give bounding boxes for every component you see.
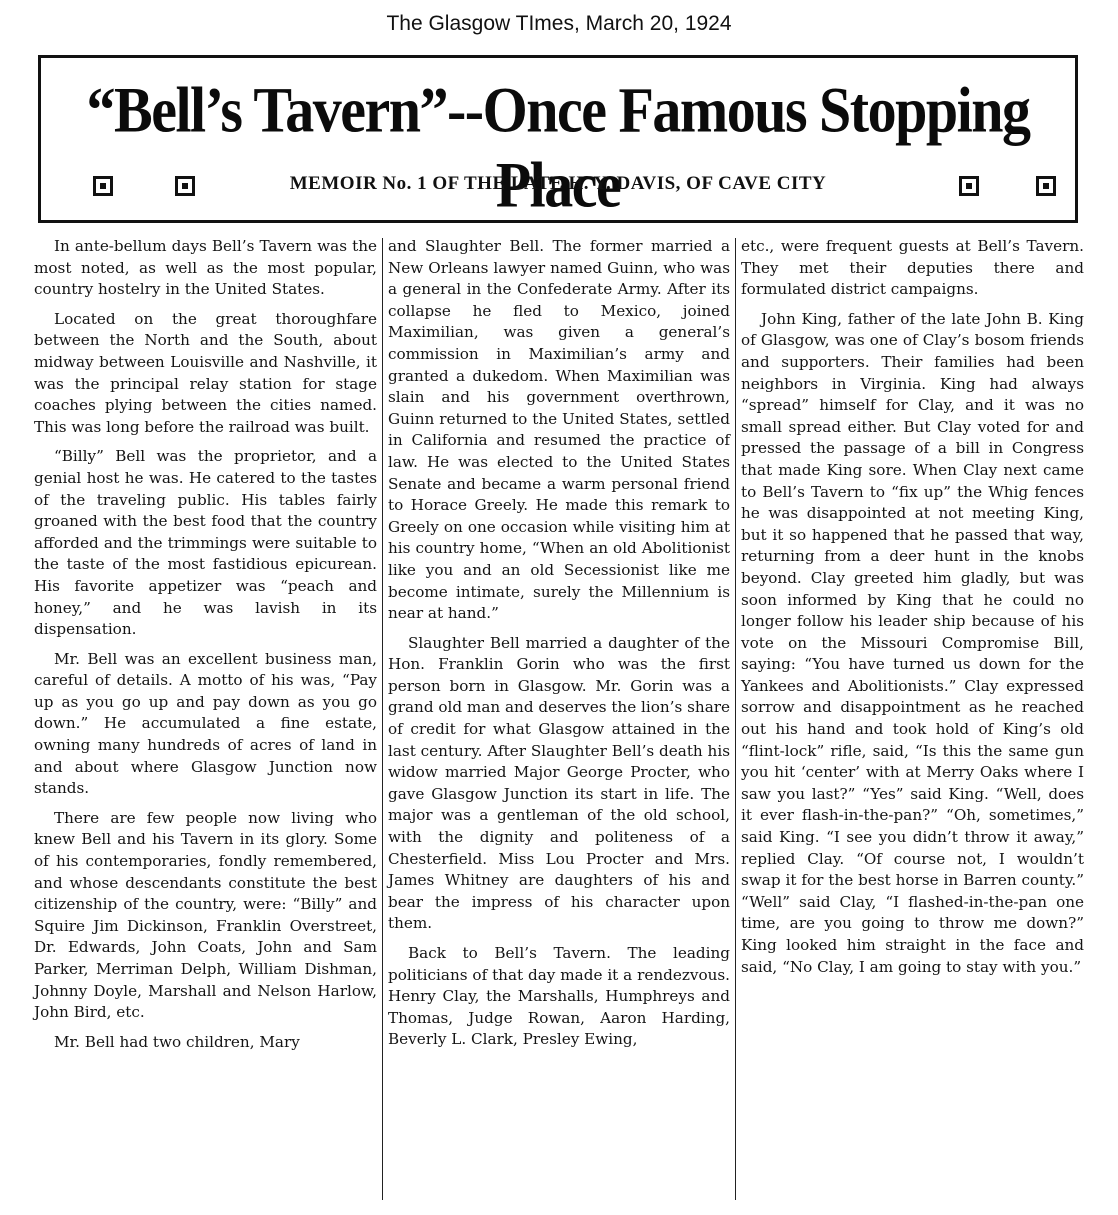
paragraph: and Slaughter Bell. The former married a New Orleans lawyer named Guinn, who was a general in the Confederate Army. After its collapse he fled to Mexico, joined Maximilian, was given a general’s commission in Maximilian’s army and granted a dukedom. When Maximilian was slain and his government overthrown, Guinn returned to the United States, settled in California and resumed the practice of law. He was elected to the United States Senate and became a warm personal friend to Horace Greely. He made this remark to Greely on one occasion while visiting him at his country home, “When an old Abolitionist like you and an old Secessionist like me become intimate, surely the Millennium is near at hand.” [388, 237, 730, 623]
square-ornament-icon [1036, 176, 1056, 196]
paragraph: Mr. Bell had two children, Mary [54, 1032, 300, 1051]
column-rule [382, 238, 383, 1200]
paragraph: Slaughter Bell married a daughter of the Hon. Franklin Gorin who was the first person born in Glasgow. Mr. Gorin was a grand old man and deserves the lion’s share of credit for what Glasgow attained in the last century. After Slaughter Bell’s death his widow married Major George Procter, who gave Glasgow Junction its start in life. The major was a gentleman of the old school, with the dignity and politeness of a Chesterfield. Miss Lou Procter and Mrs. James Whitney are daughters of his and bear the impress of his character upon them. [388, 633, 730, 933]
paragraph: John King, father of the late John B. King of Glasgow, was one of Clay’s bosom friends and supporters. Their families had been neighbors in Virginia. King had always “spread” himself for Clay, and it was no small spread either. But Clay voted for and pressed the passage of a bill in Congress that made King sore. When Clay next came to Bell’s Tavern to “fix up” the Whig fences he was disappointed at not meeting King, but it so happened that he passed that way, returning from a deer hunt in the knobs beyond. Clay greeted him gladly, but was soon informed by King that he could no longer follow his leader ship because of his vote on the Missouri Compromise Bill, saying: “You have turned us down for the Yankees and Abolitionists.” Clay expressed sorrow and disappointment as he reached out his hand and took hold of King’s old “flint-lock” rifle, said, “Is this the same gun you hit ‘center’ with at Merry Oaks where I saw you last?” “Yes” said King. “Well, does it ever flash-in-the-pan?” “Oh, sometimes,” said King. “I see you didn’t throw it away,” replied Clay. “Of course not, I wouldn’t swap it for the best horse in Barren county.” “Well” said Clay, “I flashed-in-the-pan one time, are you going to throw me down?” King looked him straight in the face and said, “No Clay, I am going to stay with you.” [741, 309, 1084, 976]
subheadline: MEMOIR No. 1 OF THE LATE H. Y. DAVIS, OF CAVE CITY [289, 173, 827, 194]
paragraph: etc., were frequent guests at Bell’s Tavern. They met their deputies there and formulated district campaigns. [741, 237, 1084, 299]
paragraph: Mr. Bell was an excellent business man, careful of details. A motto of his was, “Pay up as you go up and pay down as you go down.” He accumulated a fine estate, owning many hundreds of acres of land in and about where Glasgow Junction now stands. [34, 649, 377, 798]
page-caption: The Glasgow TImes, March 20, 1924 [386, 12, 732, 35]
headline: “Bell’s Tavern”--Once Famous Stopping Place [86, 73, 1030, 221]
article-column-1 [34, 236, 377, 1204]
square-ornament-icon [959, 176, 979, 196]
masthead [38, 55, 1078, 223]
article-column-2 [388, 236, 730, 1204]
paragraph: “Billy” Bell was the proprietor, and a genial host he was. He catered to the tastes of the traveling public. His tables fairly groaned with the best food that the country afforded and the trimmings were suitable to the taste of the most fastidious epicurean. His favorite appetizer was “peach and honey,” and he was lavish in its dispensation. [34, 447, 377, 639]
paragraph: In ante-bellum days Bell’s Tavern was the most noted, as well as the most popular, country hostelry in the United States. [34, 237, 377, 299]
column-rule [735, 238, 736, 1200]
article-column-3 [741, 236, 1084, 1204]
paragraph: Located on the great thoroughfare between the North and the South, about midway between Louisville and Nashville, it was the principal relay station for stage coaches plying between the cities named. This was long before the railroad was built. [34, 309, 377, 436]
paragraph: Back to Bell’s Tavern. The leading politicians of that day made it a rendezvous. Henry Clay, the Marshalls, Humphreys and Thomas, Judge Rowan, Aaron Harding, Beverly L. Clark, Presley Ewing, [388, 944, 730, 1049]
paragraph: There are few people now living who knew Bell and his Tavern in its glory. Some of his contemporaries, fondly remembered, and whose descendants constitute the best citizenship of the country, were: “Billy” and Squire Jim Dickinson, Franklin Overstreet, Dr. Edwards, John Coats, John and Sam Parker, Merriman Delph, William Dishman, Johnny Doyle, Marshall and Nelson Harlow, John Bird, etc. [34, 808, 377, 1022]
